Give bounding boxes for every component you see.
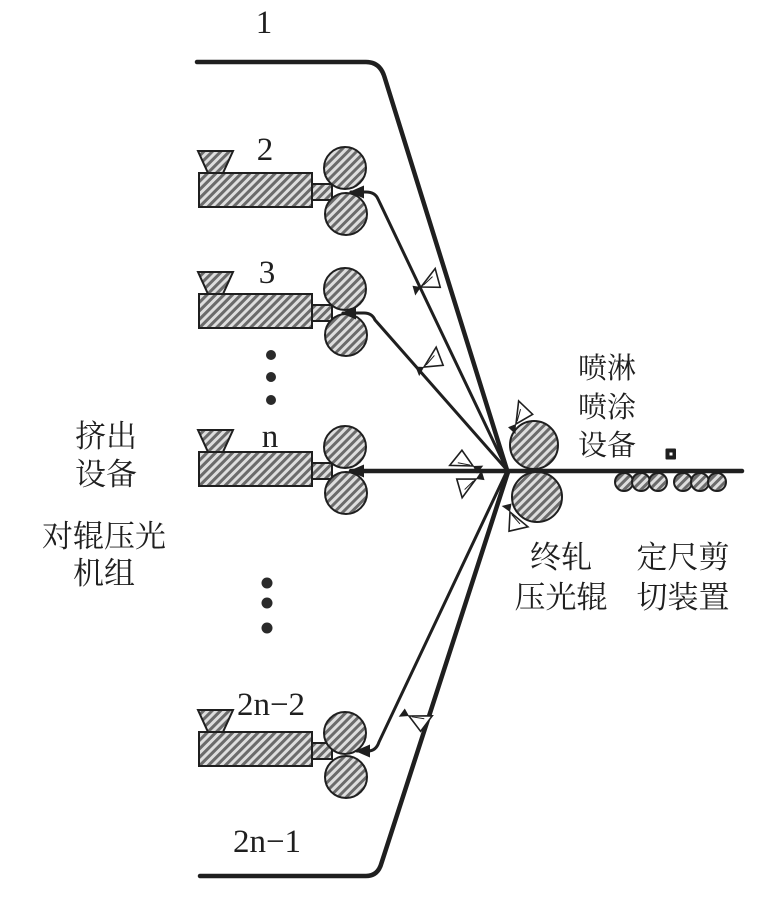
label-extruder-equipment <box>75 419 137 493</box>
calender-roll-bottom <box>325 472 367 514</box>
annotation-line: 机组 <box>73 556 135 592</box>
ellipsis-dots-upper <box>266 350 276 405</box>
stream-label-n: n <box>261 419 279 455</box>
calender-roll-top <box>324 268 366 310</box>
hopper <box>198 710 233 732</box>
barrel <box>199 173 312 207</box>
calender-roll-top <box>324 147 366 189</box>
conveyor-rollers <box>615 473 726 491</box>
calender-roll-top <box>324 426 366 468</box>
final-roll-top <box>510 421 558 469</box>
conveyor-roller <box>649 473 667 491</box>
extruder-unit-n <box>198 426 367 514</box>
label-spray-equipment <box>578 351 636 462</box>
cutter-block-dot <box>670 453 673 456</box>
stream-label-2n-1: 2n−1 <box>232 824 302 860</box>
conveyor-roller <box>674 473 692 491</box>
annotation-line: 切装置 <box>636 580 730 616</box>
label-final-calender-roll <box>515 540 608 616</box>
hopper <box>198 272 233 294</box>
web-line-2 <box>351 192 507 470</box>
dot <box>262 623 273 634</box>
conveyor-roller <box>615 473 633 491</box>
die-connector <box>312 305 332 321</box>
calender-roll-bottom <box>325 193 367 235</box>
label-cut-to-length-device <box>637 540 730 616</box>
dot <box>262 598 273 609</box>
feed-line-1 <box>197 62 507 470</box>
calender-roll-bottom <box>325 314 367 356</box>
final-roll-bottom <box>512 472 562 522</box>
barrel <box>199 452 312 486</box>
annotation-line: 喷淋 <box>577 351 637 385</box>
stream-label-2n-2: 2n−2 <box>236 687 306 723</box>
hopper <box>198 151 233 173</box>
annotation-line: 挤出 <box>75 419 137 455</box>
extruder-unit-2n-2 <box>198 710 370 798</box>
annotation-line: 对辊压光 <box>42 519 166 555</box>
stream-label-1: 1 <box>255 5 273 41</box>
ellipsis-dots-lower <box>262 578 273 634</box>
conveyor-roller <box>632 473 650 491</box>
dot <box>266 372 276 382</box>
stream-label-2: 2 <box>256 132 274 168</box>
spray-nozzle-icon <box>411 347 447 379</box>
conveyor-roller <box>708 473 726 491</box>
barrel <box>199 732 312 766</box>
dot <box>262 578 273 589</box>
conveyor-roller <box>691 473 709 491</box>
die-connector <box>312 463 332 479</box>
stream-label-3: 3 <box>258 255 276 291</box>
calender-roll-bottom <box>325 756 367 798</box>
dot <box>266 350 276 360</box>
extruder-unit-2 <box>198 147 367 235</box>
annotation-line: 喷涂 <box>577 390 637 424</box>
extruder-unit-3 <box>198 268 367 356</box>
feed-line-2n-1 <box>200 472 508 876</box>
dot <box>266 395 276 405</box>
barrel <box>199 294 312 328</box>
calender-roll-top <box>324 712 366 754</box>
label-pair-roll-calender-unit <box>42 519 166 592</box>
hopper <box>198 430 233 452</box>
annotation-line: 定尺剪 <box>636 540 730 576</box>
annotation-line: 设备 <box>75 457 137 493</box>
cutter-device <box>666 449 677 460</box>
die-connector <box>312 184 332 200</box>
annotation-line: 设备 <box>577 428 637 462</box>
annotation-line: 终轧 <box>530 540 592 576</box>
annotation-line: 压光辊 <box>514 580 608 616</box>
